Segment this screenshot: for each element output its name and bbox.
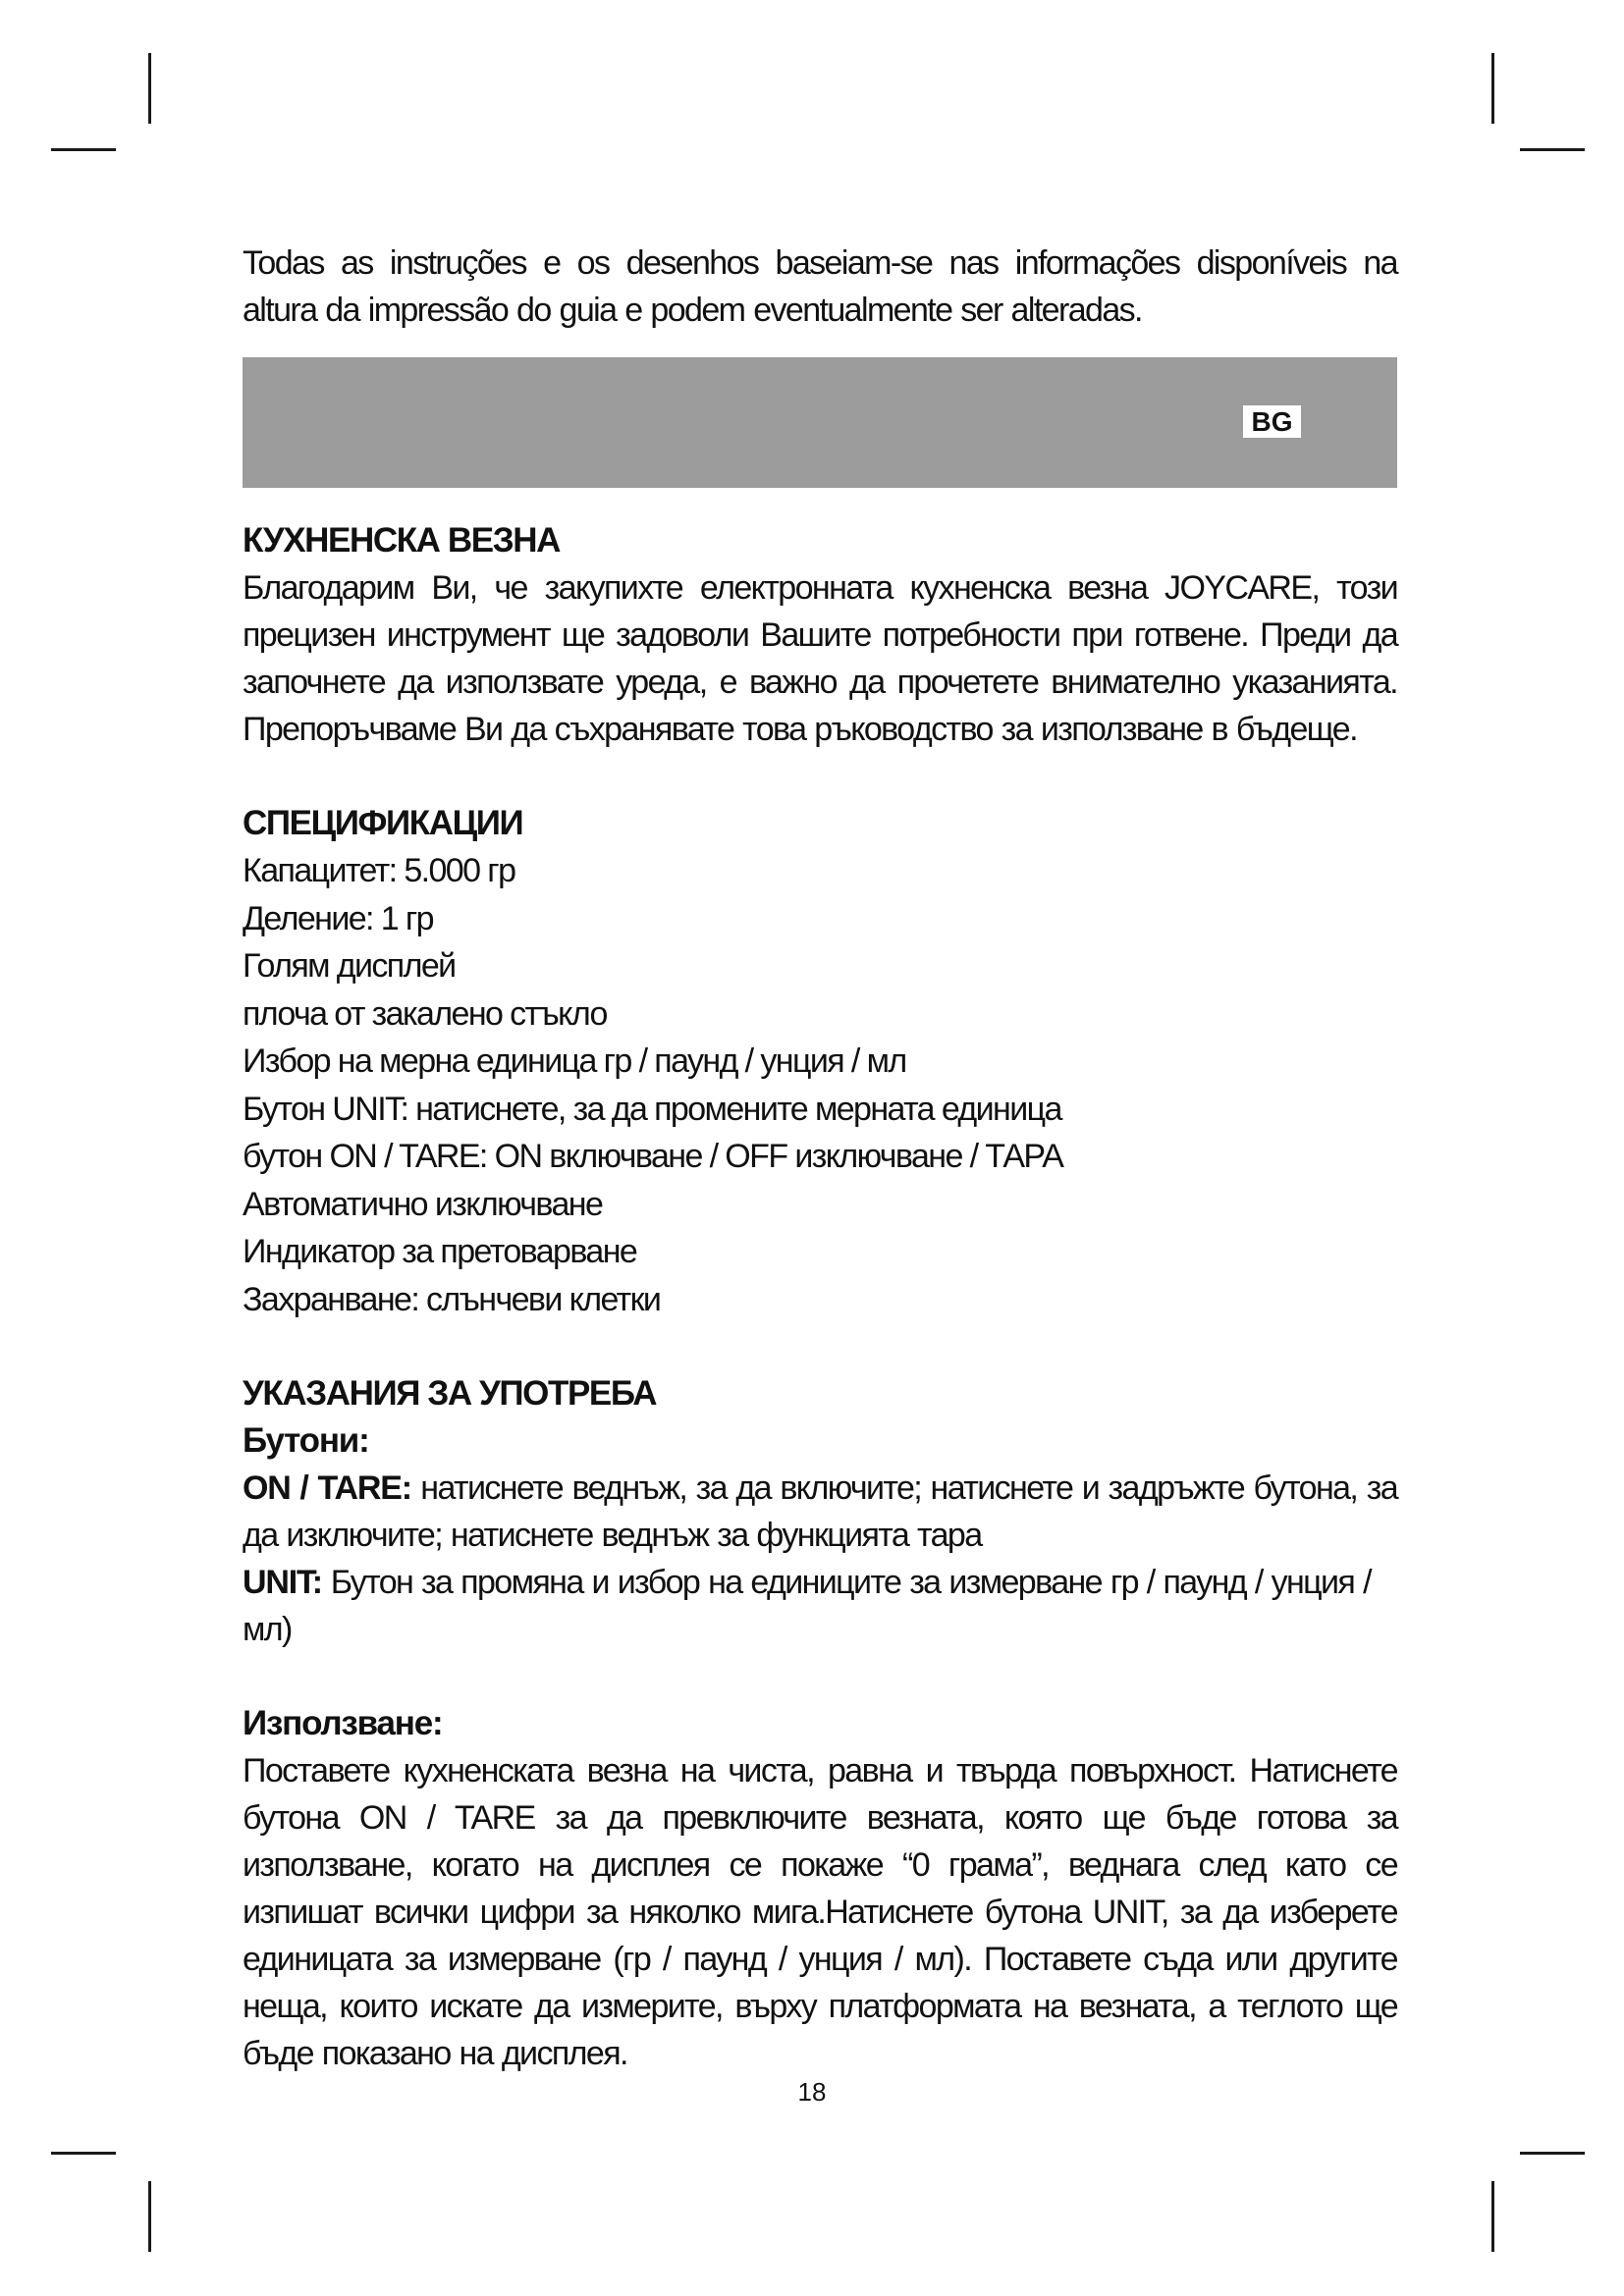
crop-mark-top-right-vertical: [1491, 53, 1494, 124]
spec-item: Захранване: слънчеви клетки: [243, 1280, 661, 1318]
spec-item: Избор на мерна единица гр / паунд / унция / мл: [243, 1042, 906, 1080]
unit-key-label: UNIT:: [243, 1564, 322, 1601]
spec-item: Автоматично изключване: [243, 1185, 603, 1223]
section-title-specifications: СПЕЦИФИКАЦИИ: [243, 804, 523, 842]
buttons-heading: Бутони:: [243, 1421, 369, 1460]
spec-item: Голям дисплей: [243, 947, 456, 985]
language-banner: [243, 357, 1397, 488]
spec-item: Деление: 1 гр: [243, 899, 433, 937]
language-badge: BG: [1243, 405, 1301, 438]
section-usage-instructions: [243, 1370, 1397, 2077]
section-kitchen-scale: [243, 517, 1397, 753]
section-title-kitchen-scale: КУХНЕНСКА ВЕЗНА: [243, 521, 560, 560]
crop-mark-bottom-left-horizontal: [51, 2152, 116, 2155]
spec-item: Индикатор за претоварване: [243, 1233, 637, 1270]
unit-key-text: Бутон за промяна и избор на единиците за измерване гр / паунд / унция / мл): [243, 1564, 1371, 1648]
crop-mark-top-left-horizontal: [51, 148, 116, 151]
spec-item: Бутон UNIT: натиснете, за да промените мерната единица: [243, 1090, 1061, 1128]
on-tare-key-label: ON / TARE:: [243, 1469, 411, 1507]
on-tare-description: [243, 1465, 1397, 1559]
spec-item: Капацитет: 5.000 гр: [243, 852, 515, 889]
unit-description: [243, 1559, 1397, 1653]
crop-mark-bottom-left-vertical: [148, 2181, 151, 2252]
spacer: [243, 1323, 1397, 1370]
kitchen-scale-paragraph: Благодарим Ви, че закупихте електронната кухненска везна JOYCARE, този прецизен инструмент ще задоволи Вашите потребности при готвене. Преди да започнете да използвате уреда, е важно да прочетете внимателно указанията. Препоръчваме Ви да съхранявате това ръководство за използване в бъдеще.: [243, 569, 1397, 748]
intro-paragraph: Todas as instruções e os desenhos baseiam-se nas informações disponíveis na altura da impressão do guia e podem eventualmente ser alteradas.: [243, 244, 1397, 329]
crop-mark-top-left-vertical: [148, 53, 151, 124]
page-number: 18: [797, 2077, 827, 2107]
section-title-usage: УКАЗАНИЯ ЗА УПОТРЕБА: [243, 1374, 657, 1413]
usage-paragraph: Поставете кухненската везна на чиста, равна и твърда повърхност. Натиснете бутона ON / TARE за да превключите везната, която ще бъде готова за използване, когато на дисплея се покаже “0 грама”, веднага след като се изпишат всички цифри за няколко мига.Натиснете бутона UNIT, за да изберете единицата за измерване (гр / паунд / унция / мл). Поставете съда или другите неща, които искате да измерите, върху платформата на везната, а теглото ще бъде показано на дисплея.: [243, 1752, 1397, 2072]
spacer: [243, 753, 1397, 800]
usage-heading: Използване:: [243, 1704, 443, 1742]
crop-mark-top-right-horizontal: [1520, 148, 1585, 151]
crop-mark-bottom-right-horizontal: [1520, 2152, 1585, 2155]
page-content: [243, 240, 1397, 2077]
spacer: [243, 1653, 1397, 1700]
spec-item: бутон ON / TARE: ON включване / OFF изключване / ТАРА: [243, 1138, 1063, 1175]
crop-mark-bottom-right-vertical: [1491, 2181, 1494, 2252]
section-specifications: [243, 800, 1397, 1323]
spec-item: плоча от закалено стъкло: [243, 994, 607, 1033]
spec-list: [243, 847, 1397, 1323]
on-tare-key-text: натиснете веднъж, за да включите; натиснете и задръжте бутона, за да изключите; натиснете веднъж за функцията тара: [243, 1469, 1397, 1554]
